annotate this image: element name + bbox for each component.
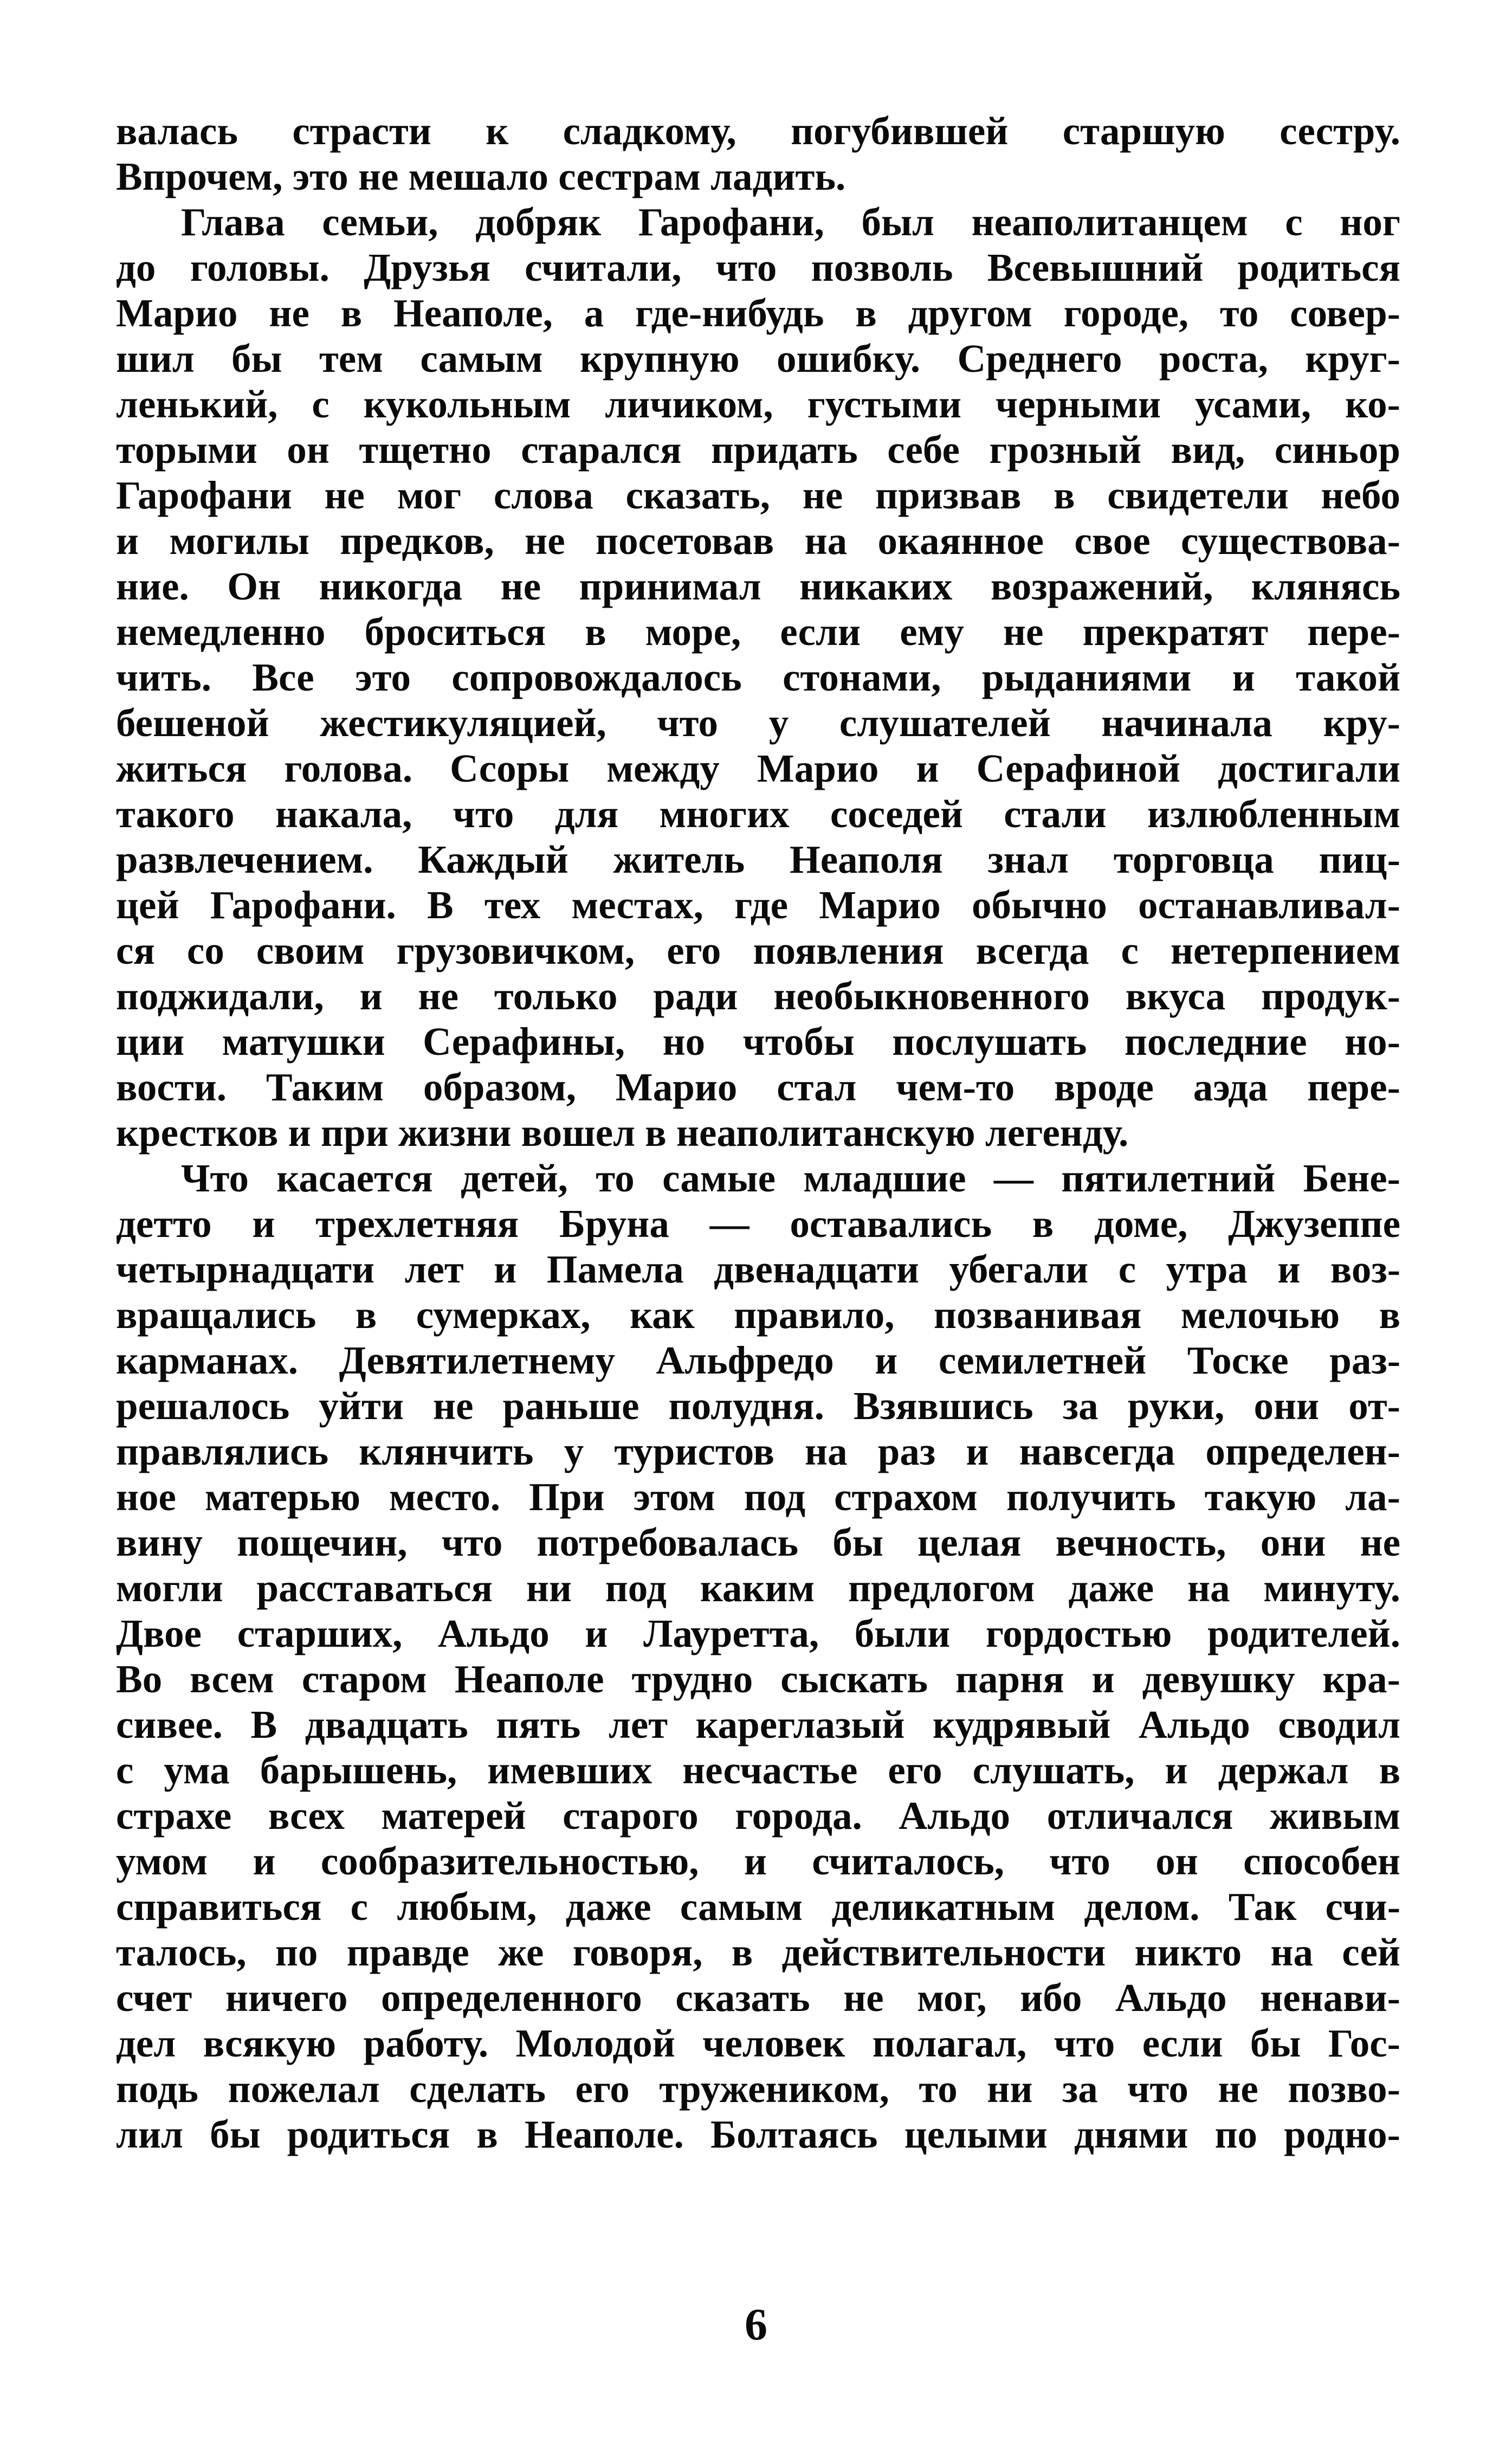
- text-line: талось, по правде же говоря, в действительности никто на сей: [116, 1930, 1400, 1974]
- text-line: ции матушки Серафины, но чтобы послушать последние но-: [116, 1020, 1400, 1063]
- text-line: справиться с любым, даже самым деликатным делом. Так счи-: [116, 1885, 1400, 1929]
- text-line: ние. Он никогда не принимал никаких возражений, клянясь: [116, 564, 1400, 608]
- text-line: Гарофани не мог слова сказать, не призвав в свидетели небо: [116, 473, 1400, 517]
- page-number: 6: [745, 2299, 767, 2350]
- text-line: ленький, с кукольным личиком, густыми черными усами, ко-: [116, 382, 1400, 426]
- body-text: [116, 108, 1400, 2157]
- text-line: ся со своим грузовичком, его появления всегда с нетерпением: [116, 929, 1400, 972]
- text-line: такого накала, что для многих соседей стали излюбленным: [116, 792, 1400, 836]
- text-line: лил бы родиться в Неаполе. Болтаясь целыми днями по родно-: [116, 2112, 1400, 2156]
- text-line: Двое старших, Альдо и Лауретта, были гордостью родителей.: [116, 1611, 1400, 1655]
- text-line: Что касается детей, то самые младшие — пятилетний Бене-: [181, 1156, 1400, 1200]
- text-line: страхе всех матерей старого города. Альдо отличался живым: [116, 1794, 1400, 1838]
- text-line: Марио не в Неаполе, а где-нибудь в другом городе, то совер-: [116, 291, 1400, 335]
- text-line: дел всякую работу. Молодой человек полагал, что если бы Гос-: [116, 2021, 1400, 2065]
- text-line: поджидали, и не только ради необыкновенного вкуса продук-: [116, 974, 1400, 1018]
- text-line: умом и сообразительностью, и считалось, что он способен: [116, 1839, 1400, 1883]
- text-line: немедленно броситься в море, если ему не прекратят пере-: [116, 610, 1400, 654]
- text-line: цей Гарофани. В тех местах, где Марио обычно останавливал-: [116, 883, 1400, 927]
- text-line: Глава семьи, добряк Гарофани, был неаполитанцем с ног: [181, 200, 1400, 244]
- text-line: вращались в сумерках, как правило, позванивая мелочью в: [116, 1293, 1400, 1337]
- text-line: сивее. В двадцать пять лет кареглазый кудрявый Альдо сводил: [116, 1703, 1400, 1746]
- text-line: детто и трехлетняя Бруна — оставались в доме, Джузеппе: [116, 1202, 1400, 1246]
- text-line: бешеной жестикуляцией, что у слушателей начинала кру-: [116, 701, 1400, 745]
- text-line: карманах. Девятилетнему Альфредо и семилетней Тоске раз-: [116, 1338, 1400, 1382]
- text-line: вости. Таким образом, Марио стал чем-то вроде аэда пере-: [116, 1065, 1400, 1109]
- text-line: с ума барышень, имевших несчастье его слушать, и держал в: [116, 1748, 1400, 1792]
- page-body: [116, 108, 1400, 2157]
- text-line: житься голова. Ссоры между Марио и Серафиной достигали: [116, 746, 1400, 790]
- text-line: могли расставаться ни под каким предлогом даже на минуту.: [116, 1566, 1400, 1610]
- text-line: вину пощечин, что потребовалась бы целая вечность, они не: [116, 1520, 1400, 1564]
- text-line: и могилы предков, не посетовав на окаянное свое существова-: [116, 519, 1400, 563]
- text-line: ное матерью место. При этом под страхом получить такую ла-: [116, 1475, 1400, 1519]
- text-line: Впрочем, это не мешало сестрам ладить.: [116, 154, 846, 198]
- text-line: счет ничего определенного сказать не мог, ибо Альдо ненави-: [116, 1976, 1400, 2020]
- text-line: до головы. Друзья считали, что позволь Всевышний родиться: [116, 246, 1400, 289]
- text-line: правлялись клянчить у туристов на раз и навсегда определен-: [116, 1429, 1400, 1473]
- text-line: крестков и при жизни вошел в неаполитанскую легенду.: [116, 1111, 1129, 1155]
- text-line: Во всем старом Неаполе трудно сыскать парня и девушку кра-: [116, 1657, 1400, 1701]
- text-line: валась страсти к сладкому, погубившей старшую сестру.: [116, 109, 1400, 153]
- text-line: торыми он тщетно старался придать себе грозный вид, синьор: [116, 428, 1400, 472]
- text-line: подь пожелал сделать его тружеником, то ни за что не позво-: [116, 2067, 1400, 2111]
- text-line: решалось уйти не раньше полудня. Взявшись за руки, они от-: [116, 1384, 1400, 1428]
- text-line: развлечением. Каждый житель Неаполя знал торговца пиц-: [116, 837, 1400, 881]
- text-line: чить. Все это сопровождалось стонами, рыданиями и такой: [116, 655, 1400, 699]
- text-line: четырнадцати лет и Памела двенадцати убегали с утра и воз-: [116, 1247, 1400, 1291]
- text-line: шил бы тем самым крупную ошибку. Среднего роста, круг-: [116, 337, 1400, 381]
